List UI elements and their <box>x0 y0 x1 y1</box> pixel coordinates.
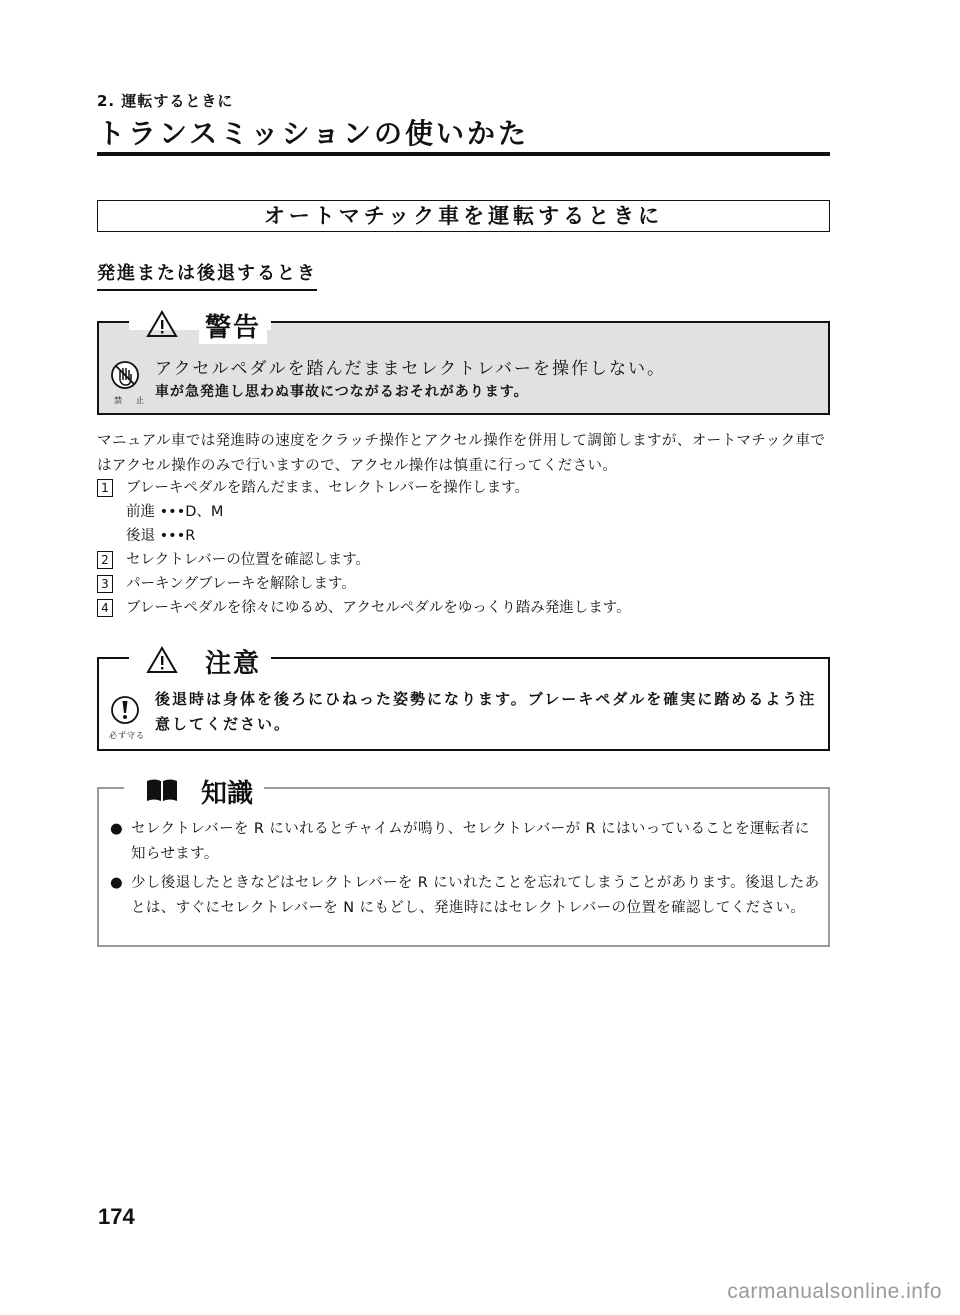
knowledge-heading: 知識 <box>197 773 257 810</box>
title-rule <box>97 152 830 156</box>
knowledge-list <box>109 817 821 925</box>
step-text: ブレーキペダルを踏んだまま、セレクトレバーを操作します。 <box>126 480 529 496</box>
step-text: パーキングブレーキを解除します。 <box>126 576 356 592</box>
step-sub-item: 前進 •••D、M <box>126 504 224 520</box>
step-sub-item: 後退 •••R <box>126 528 196 544</box>
step-text: セレクトレバーの位置を確認します。 <box>126 552 371 568</box>
exclamation-circle-icon <box>110 695 140 725</box>
warning-heading: 警告 <box>199 307 267 344</box>
bullet: ● <box>110 875 124 891</box>
step-number: 2 <box>97 551 113 569</box>
page-number: 174 <box>98 1204 135 1229</box>
warning-triangle-icon <box>146 310 178 338</box>
step-text: ブレーキペダルを徐々にゆるめ、アクセルペダルをゆっくり踏み発進します。 <box>126 600 631 616</box>
open-book-icon <box>145 777 179 803</box>
page-title: トランスミッションの使いかた <box>97 117 530 150</box>
bullet: ● <box>110 821 124 837</box>
warning-line-1: アクセルペダルを踏んだままセレクトレバーを操作しない。 <box>155 359 666 379</box>
caution-box <box>97 649 830 751</box>
caution-heading: 注意 <box>199 643 267 680</box>
step-item <box>97 477 832 501</box>
knowledge-item-text: 少し後退したときなどはセレクトレバーを R にいれたことを忘れてしまうことがあります。後退したあとは、すぐにセレクトレバーを N にもどし、発進時にはセレクトレバーの位置を確認してください。 <box>131 875 820 916</box>
warning-box <box>97 313 830 415</box>
watermark: carmanualsonline.info <box>727 1280 942 1303</box>
warning-triangle-icon <box>146 646 178 674</box>
step-item <box>97 573 832 597</box>
knowledge-box <box>97 779 830 947</box>
chapter-label: 2. 運転するときに <box>97 92 234 110</box>
step-item <box>97 549 832 573</box>
body-paragraph: マニュアル車では発進時の速度をクラッチ操作とアクセル操作を併用して調節しますが、オートマチック車ではアクセル操作のみで行いますので、アクセル操作は慎重に行ってください。 <box>97 433 826 474</box>
warning-icon-caption: 禁 止 <box>114 396 147 405</box>
step-list <box>97 477 832 621</box>
caution-text: 後退時は身体を後ろにひねった姿勢になります。ブレーキペダルを確実に踏めるよう注意してください。 <box>155 690 817 733</box>
step-number: 4 <box>97 599 113 617</box>
knowledge-item <box>109 871 821 921</box>
section-title: オートマチック車を運転するときに <box>97 200 830 232</box>
caution-icon-caption: 必ず守る <box>109 731 145 740</box>
knowledge-item <box>109 817 821 867</box>
step-number: 1 <box>97 479 113 497</box>
knowledge-item-text: セレクトレバーを R にいれるとチャイムが鳴り、セレクトレバーが R にはいっていることを運転者に知らせます。 <box>131 821 810 862</box>
prohibited-hand-icon <box>110 360 140 390</box>
step-item <box>97 597 832 621</box>
warning-line-2: 車が急発進し思わぬ事故につながるおそれがあります。 <box>155 384 529 400</box>
step-number: 3 <box>97 575 113 593</box>
subheading: 発進または後退するとき <box>97 259 317 291</box>
